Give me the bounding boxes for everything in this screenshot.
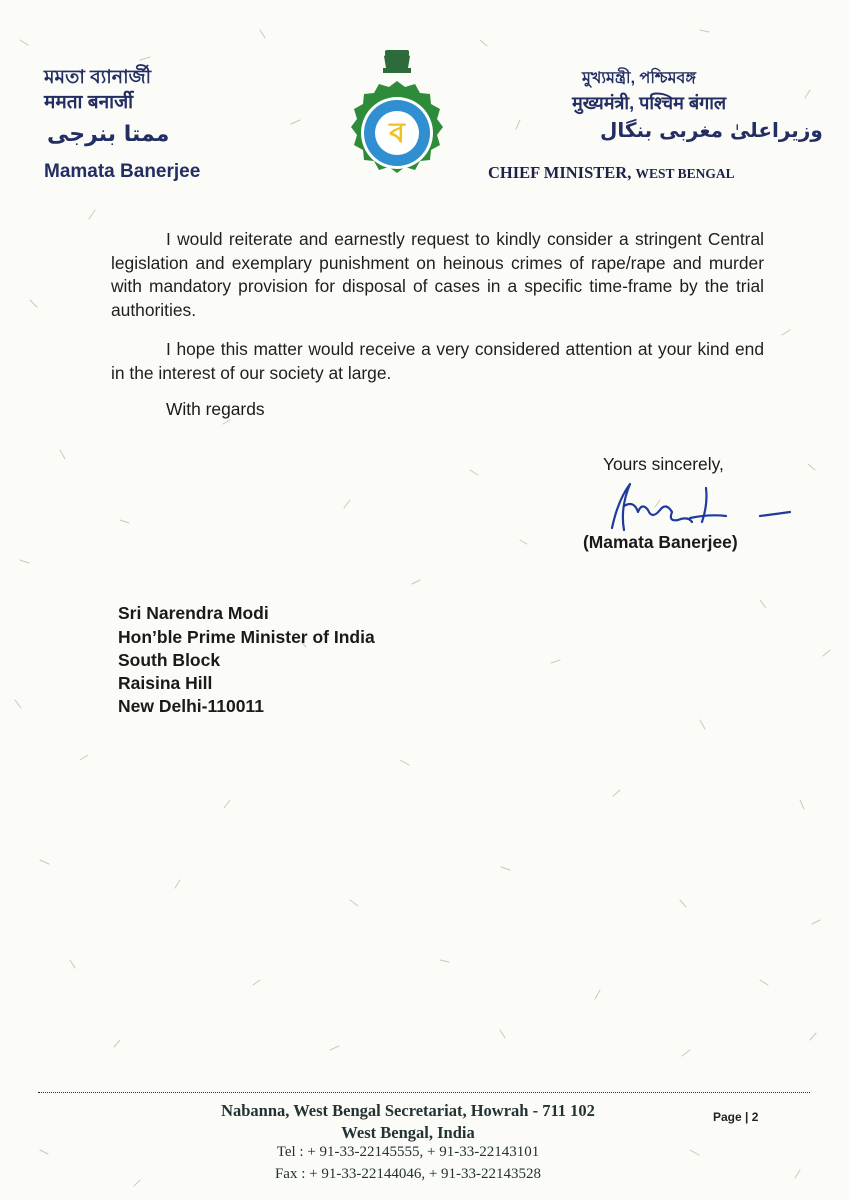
addressee-line-1: Sri Narendra Modi (118, 603, 269, 623)
letterhead-name-bengali: মমতা ব্যানার্জী (44, 67, 152, 88)
letterhead-title-main: CHIEF MINISTER, (488, 163, 632, 182)
page-number: Page | 2 (713, 1110, 759, 1124)
letterhead-name-urdu: ممتا بنرجی (47, 122, 170, 147)
handwritten-signature (590, 478, 800, 538)
footer-address-line-2: West Bengal, India (341, 1123, 475, 1142)
footer-tel: Tel : + 91-33-22145555, + 91-33-22143101 (276, 1144, 540, 1160)
addressee-line-5: New Delhi-110011 (118, 696, 264, 716)
addressee-line-3: South Block (118, 650, 221, 670)
closing-salutation: Yours sincerely, (603, 454, 724, 474)
body-paragraph-1-text: I would reiterate and earnestly request to kindly consider a stringent Central legislation and exemplary punishment on heinous crimes of rape/rape and murder with mandatory provision for disposal of cases in a specific time-frame by the trial authorities. (111, 229, 764, 320)
svg-text:ব: ব (389, 116, 405, 149)
body-paragraph-1 (111, 228, 764, 322)
footer-address-line-1: Nabanna, West Bengal Secretariat, Howrah - 711 102 (221, 1101, 595, 1120)
addressee-line-2: Hon’ble Prime Minister of India (118, 627, 375, 647)
west-bengal-emblem (340, 50, 454, 190)
signatory-name: (Mamata Banerjee) (583, 532, 738, 552)
footer-fax: Fax : + 91-33-22144046, + 91-33-22143528 (274, 1166, 542, 1182)
letterhead-name-english: Mamata Banerjee (44, 161, 201, 182)
letterhead-title-english (488, 163, 735, 183)
body-paragraph-2-text: I hope this matter would receive a very considered attention at your kind end in the interest of our society at large. (111, 339, 764, 383)
letterhead-name-hindi: ममता बनार्जी (44, 92, 134, 113)
regards-line: With regards (166, 399, 265, 419)
letterhead-title-state: WEST BENGAL (635, 166, 735, 181)
addressee-line-4: Raisina Hill (118, 673, 213, 693)
letterhead-title-hindi: मुख्यमंत्री, पश्चिम बंगाल (572, 93, 727, 113)
letterhead-title-bengali: মুখ্যমন্ত্রী, পশ্চিমবঙ্গ (582, 70, 697, 87)
footer-divider (38, 1092, 810, 1093)
body-paragraph-2 (111, 338, 764, 385)
letterhead-title-urdu: وزیراعلیٰ مغربی بنگال (600, 118, 823, 142)
